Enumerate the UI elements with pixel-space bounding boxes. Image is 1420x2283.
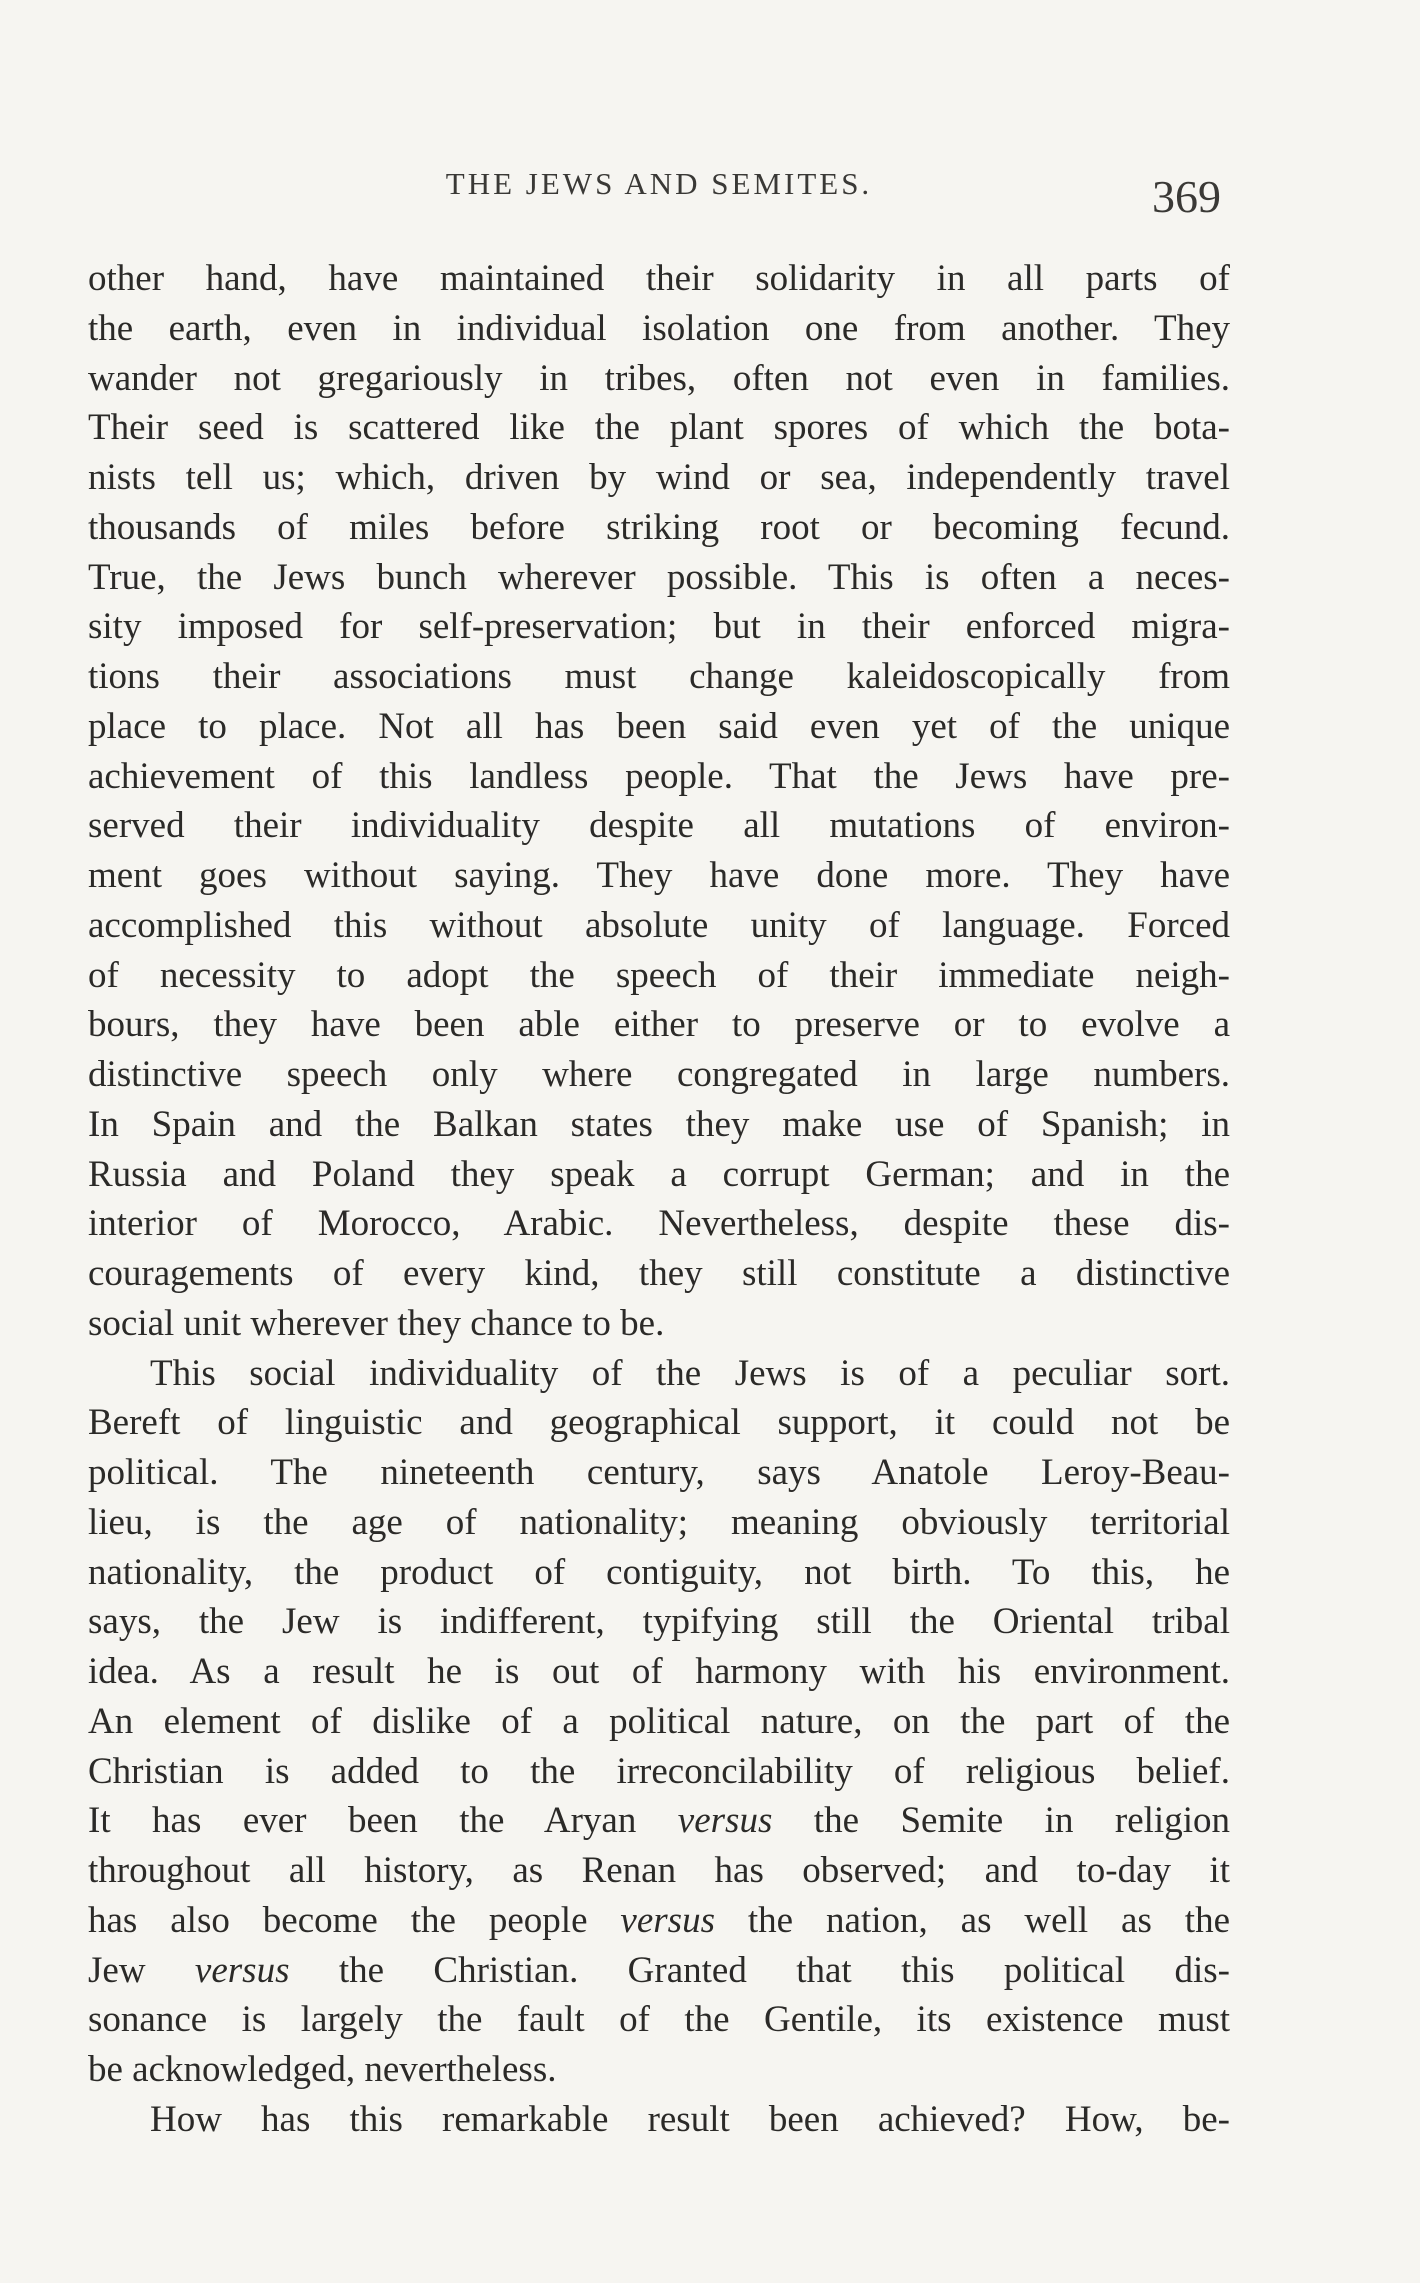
- text-line: thousands of miles before striking root or becoming fecund.: [88, 506, 1230, 548]
- page-number: 369: [1152, 171, 1221, 222]
- text-line: This social individuality of the Jews is of a peculiar sort.: [150, 1352, 1230, 1394]
- text-line: throughout all history, as Renan has observed; and to-day it: [88, 1850, 1230, 1891]
- text-line: social unit wherever they chance to be.: [88, 1302, 665, 1344]
- text-line: distinctive speech only where congregated in large numbers.: [88, 1054, 1230, 1095]
- text-line: accomplished this without absolute unity of language. Forced: [88, 904, 1230, 946]
- body-text: [88, 254, 1230, 2145]
- text-line: wander not gregariously in tribes, often not even in families.: [88, 357, 1230, 399]
- italic-word: versus: [194, 1949, 290, 1991]
- text-line: place to place. Not all has been said even yet of the unique: [88, 705, 1230, 747]
- text-line: idea. As a result he is out of harmony with his environment.: [88, 1651, 1230, 1692]
- italic-word: versus: [677, 1800, 773, 1842]
- text-line: In Spain and the Balkan states they make use of Spanish; in: [88, 1103, 1230, 1145]
- text-line: served their individuality despite all mutations of environ-: [88, 805, 1230, 847]
- text-line: sonance is largely the fault of the Gentile, its existence must: [88, 1999, 1230, 2041]
- italic-word: versus: [620, 1899, 715, 1941]
- text-line: couragements of every kind, they still constitute a distinctive: [88, 1253, 1230, 1294]
- text-line: [88, 1796, 1230, 1846]
- text-line: An element of dislike of a political nature, on the part of the: [88, 1700, 1230, 1742]
- text-line: achievement of this landless people. That the Jews have pre-: [88, 755, 1230, 797]
- text-line: political. The nineteenth century, says Anatole Leroy-Beau-: [88, 1452, 1230, 1493]
- text-line: nationality, the product of contiguity, not birth. To this, he: [88, 1551, 1230, 1593]
- text-line: Russia and Poland they speak a corrupt German; and in the: [88, 1153, 1230, 1195]
- text-line: of necessity to adopt the speech of their immediate neigh-: [88, 954, 1230, 996]
- text-line: nists tell us; which, driven by wind or sea, independently travel: [88, 457, 1230, 498]
- line-text: It has ever been the Aryan: [88, 1800, 678, 1842]
- text-line: [88, 1896, 1230, 1946]
- line-text: the Semite in religion: [772, 1800, 1230, 1842]
- text-line: [88, 1946, 1230, 1996]
- text-line: How has this remarkable result been achieved? How, be-: [150, 2098, 1230, 2140]
- text-line: lieu, is the age of nationality; meaning obviously territorial: [88, 1501, 1230, 1543]
- text-line: bours, they have been able either to preserve or to evolve a: [88, 1004, 1230, 1046]
- text-line: other hand, have maintained their solidarity in all parts of: [88, 258, 1230, 299]
- text-line: the earth, even in individual isolation one from another. They: [88, 307, 1230, 349]
- text-line: sity imposed for self-preservation; but in their enforced migra-: [88, 606, 1230, 648]
- line-text: has also become the people: [88, 1899, 621, 1941]
- text-line: ment goes without saying. They have done more. They have: [88, 855, 1230, 896]
- text-line: interior of Morocco, Arabic. Nevertheless, despite these dis-: [88, 1203, 1230, 1245]
- line-text: the Christian. Granted that this political dis-: [289, 1949, 1230, 1991]
- text-line: Christian is added to the irreconcilability of religious belief.: [88, 1750, 1230, 1792]
- running-title: THE JEWS AND SEMITES.: [445, 166, 873, 201]
- text-line: be acknowledged, nevertheless.: [88, 2049, 557, 2090]
- text-line: says, the Jew is indifferent, typifying still the Oriental tribal: [88, 1601, 1230, 1643]
- text-line: True, the Jews bunch wherever possible. This is often a neces-: [88, 556, 1230, 598]
- line-text: the nation, as well as the: [714, 1899, 1230, 1941]
- text-line: tions their associations must change kaleidoscopically from: [88, 656, 1230, 697]
- text-line: Their seed is scattered like the plant spores of which the bota-: [88, 407, 1230, 449]
- line-text: Jew: [88, 1949, 195, 1991]
- text-line: Bereft of linguistic and geographical support, it could not be: [88, 1402, 1230, 1444]
